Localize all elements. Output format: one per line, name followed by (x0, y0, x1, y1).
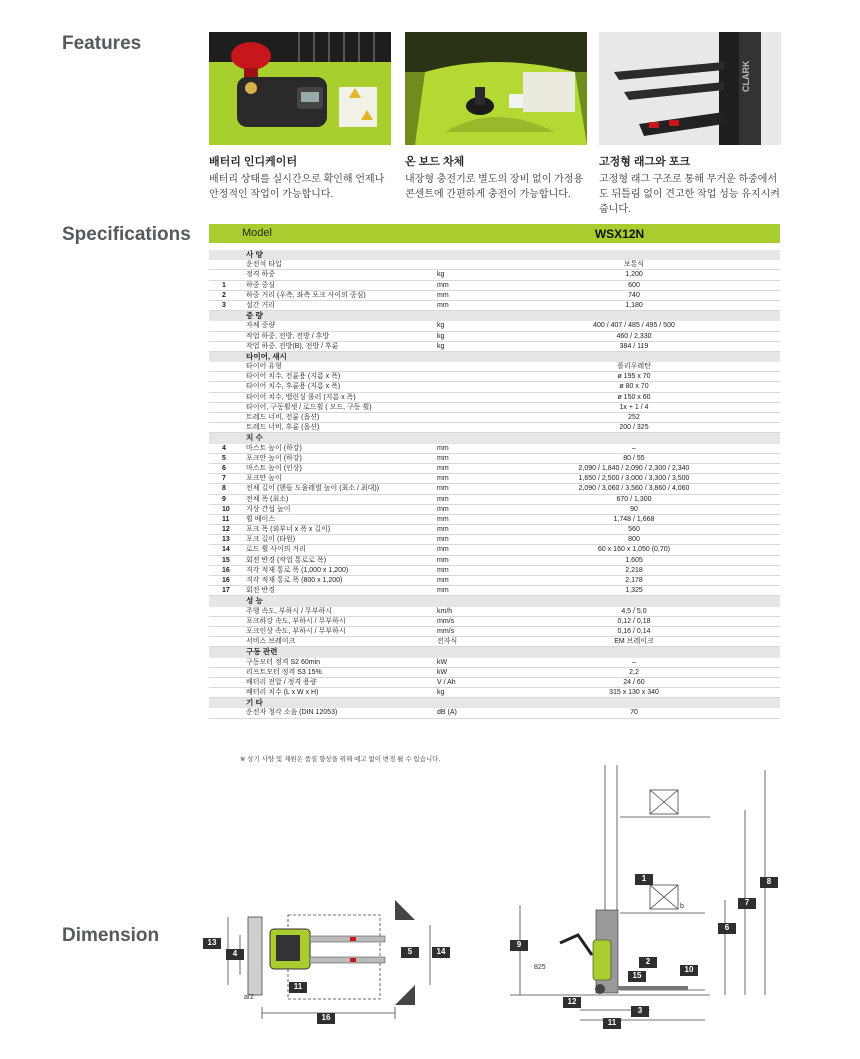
spec-row-value: 315 x 130 x 340 (609, 689, 659, 697)
dim-label-14: 14 (432, 947, 450, 958)
spec-row-label: 주행 속도, 부하시 / 무부하시 (246, 607, 333, 615)
spec-row-label: 로드 휠 사이의 거리 (246, 546, 306, 554)
spec-row-label: 하중 중심 (246, 281, 275, 289)
spec-row-unit: mm (437, 546, 449, 554)
spec-row (209, 301, 780, 311)
spec-row (209, 382, 780, 392)
spec-row-label: 타이어 유형 (246, 363, 282, 371)
spec-group-label: 치 수 (246, 433, 263, 443)
dim-label-9: 9 (510, 940, 528, 951)
spec-row-number: 16 (222, 577, 230, 584)
spec-row-label: 리프트모터 정격 S3 15% (246, 668, 322, 676)
spec-row-value: 252 (628, 414, 640, 421)
feature-onboard-charger (405, 32, 587, 202)
spec-row-label: 타이어 치수, 전륜용 (지름 x 폭) (246, 373, 341, 381)
spec-row (209, 678, 780, 688)
spec-row-label: 마스트 높이 (인상) (246, 464, 302, 472)
spec-group-header (209, 647, 780, 657)
spec-row-unit: mm (437, 475, 449, 483)
spec-row-number: 5 (222, 454, 226, 462)
spec-row-unit: mm (437, 281, 449, 289)
model-value: WSX12N (594, 227, 645, 241)
feature-battery-indicator (209, 32, 391, 202)
spec-row-unit: kg (437, 271, 445, 279)
spec-row-value: 600 (628, 281, 640, 289)
spec-row-value: 460 / 2,330 (616, 332, 652, 340)
spec-row (209, 545, 780, 555)
feature-photo-fork (599, 32, 781, 145)
dim-label-1: 1 (635, 874, 653, 885)
spec-row-label: 지상 간섭 높이 (246, 505, 291, 513)
spec-row (209, 637, 780, 647)
spec-row-unit: mm (437, 577, 449, 584)
spec-row-label: 자체 중량 (246, 322, 275, 330)
spec-group-label: 성 능 (246, 596, 263, 606)
spec-row (209, 281, 780, 291)
dim-label-6: 6 (718, 923, 736, 934)
spec-row-label: 마스트 높이 (하강) (246, 444, 302, 452)
spec-row-number: 3 (222, 301, 226, 309)
dim-label-2: 2 (639, 957, 657, 968)
spec-row-value: 폴리우레탄 (617, 363, 651, 371)
spec-row (209, 372, 780, 382)
spec-row (209, 556, 780, 566)
spec-row-unit: mm (437, 587, 449, 595)
spec-row-value: 1,650 / 2,500 / 3,000 / 3,300 / 3,500 (578, 475, 690, 483)
spec-row-unit: mm (437, 301, 449, 309)
spec-row (209, 708, 780, 718)
feature-title: 고정형 래그와 포크 (599, 156, 691, 168)
spec-row-number: 1 (222, 281, 226, 289)
spec-row-value: – (632, 444, 636, 452)
dim-label-5: 5 (401, 947, 419, 958)
spec-row (209, 607, 780, 617)
spec-row (209, 403, 780, 413)
spec-row-value: 2,218 (625, 566, 643, 574)
feature-photo-charger (405, 32, 587, 145)
spec-row-number: 13 (222, 536, 230, 544)
spec-note: ※ 상기 사양 및 제원은 품질 향상을 위해 예고 없이 변경 될 수 있습니다. (240, 756, 441, 763)
spec-row-number: 8 (222, 485, 226, 493)
feature-photo-battery (209, 32, 391, 145)
spec-row-unit: kg (437, 342, 445, 350)
spec-row-unit: mm (437, 444, 449, 452)
spec-group-label: 구동 관련 (246, 647, 278, 657)
spec-row-value: 740 (628, 291, 640, 299)
spec-group-header (209, 250, 780, 260)
dimension-title: Dimension (62, 925, 160, 946)
spec-group-header (209, 698, 780, 708)
spec-row-label: 트레드 너비, 전륜 (옵션) (246, 414, 320, 421)
spec-table (209, 250, 780, 719)
spec-row-value: 4,5 / 5,0 (621, 607, 647, 615)
spec-row-label: 운전석 타입 (246, 261, 282, 269)
spec-row-number: 16 (222, 566, 230, 574)
spec-row-value: 0,16 / 0,14 (617, 627, 651, 635)
spec-row-unit: dB (A) (437, 709, 457, 717)
spec-row-label: 하중 거리 (우측, 좌측 포크 사이의 중심) (246, 291, 366, 299)
spec-row-value: 670 / 1,300 (616, 495, 652, 503)
spec-row (209, 627, 780, 637)
spec-row-value: 560 (628, 526, 640, 534)
spec-row (209, 566, 780, 576)
spec-row (209, 454, 780, 464)
spec-row-label: 직각 적재 통로 폭 (800 x 1,200) (246, 577, 343, 584)
spec-group-header (209, 311, 780, 321)
spec-row-number: 6 (222, 464, 226, 472)
spec-group-label: 기 타 (246, 698, 263, 708)
feature-desc: 내장형 충전기로 별도의 장비 없이 가정용 콘센트에 간편하게 충전이 가능합니다. (405, 174, 584, 200)
feature-fixed-leg-fork (599, 32, 781, 217)
spec-row-value: 384 / 119 (619, 342, 649, 350)
spec-row-unit: mm (437, 454, 449, 462)
spec-row-label: 정격 하중 (246, 271, 275, 279)
spec-row (209, 423, 780, 433)
spec-row-value: ø 80 x 70 (619, 383, 649, 391)
spec-group-header (209, 433, 780, 443)
dim-label-11-side: 11 (603, 1018, 621, 1029)
spec-row-unit: km/h (437, 607, 453, 615)
feature-title: 배터리 인디케이터 (209, 156, 298, 168)
spec-row-value: EM 브레이크 (614, 638, 654, 646)
spec-row-label: 트레드 너비, 후륜 (옵션) (246, 424, 320, 432)
spec-row-value: 90 (630, 505, 638, 513)
spec-row-label: 운전자 청각 소음 (DIN 12053) (246, 709, 338, 717)
spec-row-label: 작업 하중, 전방(B), 전방 / 후륜 (246, 342, 339, 350)
spec-row-label: 설간 거리 (246, 301, 275, 309)
spec-row-unit: kW (437, 658, 448, 666)
spec-row (209, 444, 780, 454)
spec-row (209, 342, 780, 352)
spec-row-number: 7 (222, 475, 226, 483)
spec-row-number: 12 (222, 526, 230, 534)
dim-label-11: 11 (289, 982, 307, 993)
spec-row-label: 배터리 치수 (L x W x H) (246, 689, 319, 697)
spec-row-value: 800 (628, 536, 640, 544)
spec-row-value: 2,090 / 1,840 / 2,090 / 2,300 / 2,340 (578, 464, 690, 472)
spec-row-label: 직각 적재 통로 폭 (1,000 x 1,200) (246, 566, 349, 574)
spec-row-unit: 전자식 (437, 638, 458, 646)
spec-row (209, 688, 780, 698)
spec-row-unit: kW (437, 668, 448, 676)
spec-row (209, 484, 780, 494)
spec-row (209, 658, 780, 668)
spec-row-value: 2,090 / 3,060 / 3,560 / 3,860 / 4,060 (578, 485, 690, 493)
spec-row-unit: mm (437, 536, 449, 544)
dim-label-12: 12 (563, 997, 581, 1008)
spec-row (209, 515, 780, 525)
spec-row-unit: kg (437, 332, 445, 340)
spec-row-unit: mm (437, 495, 449, 503)
spec-row (209, 505, 780, 515)
spec-row-unit: mm/s (437, 617, 455, 625)
spec-row-label: 회전 반경 (작업 통로로 폭) (246, 556, 327, 564)
spec-row-unit: mm (437, 291, 449, 299)
spec-row-value: 2,178 (625, 577, 643, 584)
dim-label-3: 3 (631, 1006, 649, 1017)
spec-row-unit: mm (437, 505, 449, 513)
dim-label-13: 13 (203, 938, 221, 949)
spec-row (209, 495, 780, 505)
feature-desc: 고정형 래그 구조로 통해 무거운 하중에서도 뒤틀림 없이 견고한 작업 성능 유지시켜 줍니다. (599, 174, 780, 215)
spec-row-value: 24 / 60 (623, 678, 645, 686)
spec-row-value: 200 / 325 (619, 424, 649, 432)
spec-row (209, 291, 780, 301)
dimension-top-view (200, 895, 460, 1030)
spec-row-label: 배터리 전압 / 정격 용량 (246, 678, 317, 686)
spec-row-unit: kg (437, 322, 445, 330)
spec-row-unit: mm (437, 566, 449, 574)
spec-row-value: 1,200 (625, 271, 643, 279)
spec-group-label: 중 량 (246, 311, 263, 321)
spec-row-value: 400 / 407 / 485 / 495 / 500 (593, 322, 675, 330)
dim-label-7: 7 (738, 898, 756, 909)
spec-row (209, 321, 780, 331)
dim-label-16: 16 (317, 1013, 335, 1024)
spec-row-number: 9 (222, 495, 226, 503)
spec-row-unit: kg (437, 689, 445, 697)
spec-row-value: 80 / 55 (623, 454, 645, 462)
spec-row-label: 포크만 높이 (246, 475, 282, 483)
spec-row-label: 타이어 치수, 후륜용 (지름 x 폭) (246, 383, 341, 391)
spec-row-unit: mm (437, 556, 449, 564)
dim-label-8: 8 (760, 877, 778, 888)
spec-row (209, 535, 780, 545)
spec-row-value: 1,748 / 1,668 (613, 515, 655, 523)
spec-row-label: 타이어, 구동휠셋 / 로드휠 ( 모드, 구동 휠) (246, 403, 372, 411)
spec-row-unit: mm (437, 515, 449, 523)
spec-group-header (209, 352, 780, 362)
dim-label-4: 4 (226, 949, 244, 960)
spec-row-number: 10 (222, 505, 230, 513)
spec-row-unit: mm (437, 485, 449, 493)
spec-row-value: 1,325 (625, 587, 643, 595)
spec-row-value: – (632, 658, 636, 666)
feature-title: 온 보드 차체 (405, 156, 465, 168)
spec-row-label: 서비스 브레이크 (246, 638, 296, 646)
dim-text-b: b (680, 903, 684, 910)
spec-row (209, 474, 780, 484)
spec-row-number: 11 (222, 515, 230, 523)
spec-model-header (209, 224, 780, 243)
spec-row (209, 586, 780, 596)
spec-row-label: 타이어 치수, 밸런싱 롤러 (지름 x 폭) (246, 393, 356, 401)
spec-group-header (209, 596, 780, 606)
spec-row (209, 260, 780, 270)
specifications-title: Specifications (62, 224, 191, 245)
spec-row-value: 70 (630, 709, 638, 717)
dim-text-a2: a/2 (244, 994, 254, 1001)
spec-row-label: 포크 폭 (외부너 x 폭 x 길이) (246, 526, 331, 534)
spec-row-value: 2,2 (629, 668, 639, 676)
spec-row-value: 60 x 160 x 1,050 (0,70) (598, 546, 670, 554)
spec-row-label: 전체 길이 (핸들 도움레벌 높이 (최소 / 최대)) (246, 485, 380, 493)
spec-row (209, 464, 780, 474)
spec-row (209, 270, 780, 280)
spec-row-label: 구동모터 정격 S2 60min (246, 658, 321, 666)
spec-row-unit: mm/s (437, 627, 455, 635)
spec-row (209, 668, 780, 678)
dim-label-10: 10 (680, 965, 698, 976)
features-title: Features (62, 33, 142, 54)
spec-row-label: 전체 폭 (최소) (246, 495, 289, 503)
spec-row-value: 1x + 1 / 4 (619, 403, 649, 411)
spec-row-value: 1,605 (625, 556, 643, 564)
spec-row-unit: V / Ah (437, 678, 456, 686)
spec-row-label: 휠 베이스 (246, 515, 275, 523)
spec-row-number: 17 (222, 587, 230, 595)
spec-row-label: 작업 하중, 전방, 전방 / 후방 (246, 332, 330, 340)
spec-row-number: 2 (222, 291, 226, 299)
spec-row (209, 576, 780, 586)
spec-row-label: 포크인상 속도, 부하시 / 무부하시 (246, 627, 346, 635)
brand-logo-text: CLARK (741, 60, 751, 92)
spec-row-value: ø 150 x 60 (617, 393, 651, 401)
model-label: Model (242, 227, 272, 239)
spec-row-number: 14 (222, 546, 230, 554)
spec-row-label: 회전 반경 (246, 587, 275, 595)
spec-row (209, 617, 780, 627)
spec-row-unit: mm (437, 526, 449, 534)
spec-row-number: 15 (222, 556, 230, 564)
spec-row (209, 362, 780, 372)
spec-group-label: 타이어, 섀시 (246, 351, 287, 361)
spec-group-label: 사 양 (246, 250, 263, 259)
spec-row-label: 포크하강 속도, 부하시 / 무부하시 (246, 617, 346, 625)
spec-row-value: 보통식 (623, 261, 645, 269)
spec-row-value: ø 195 x 70 (617, 373, 651, 381)
spec-row-value: 0,12 / 0,18 (617, 617, 651, 625)
spec-row (209, 393, 780, 403)
dim-text-825: 825 (534, 964, 546, 971)
spec-row (209, 332, 780, 342)
spec-row (209, 413, 780, 423)
spec-row-unit: mm (437, 464, 449, 472)
spec-row-value: 1,180 (625, 301, 643, 309)
dim-label-15: 15 (628, 971, 646, 982)
spec-row-label: 포크 길이 (타원) (246, 536, 296, 544)
spec-row-number: 4 (222, 444, 226, 452)
spec-row-label: 포크만 높이 (하강) (246, 454, 302, 462)
spec-row (209, 525, 780, 535)
feature-desc: 배터리 상태를 실시간으로 확인해 언제나 안정적인 작업이 가능합니다. (209, 174, 385, 200)
